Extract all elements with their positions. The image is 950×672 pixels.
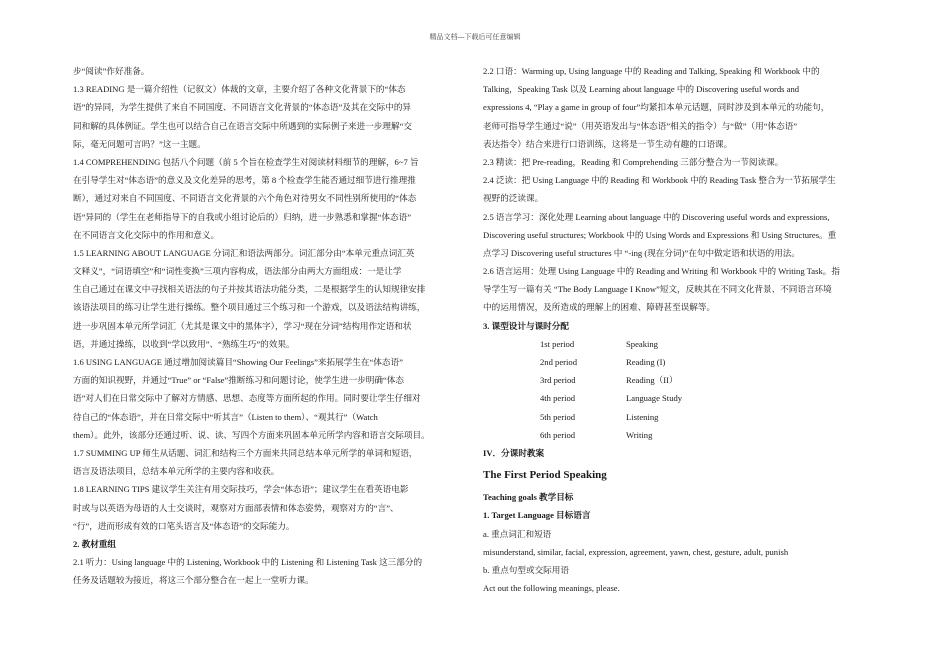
period-row: [483, 353, 875, 371]
paragraph-line: 语”的异同，为学生提供了来自不同国度、不同语言文化背景的“体态语”及其在交际中的异: [73, 102, 412, 113]
paragraph-line: 步“阅读”作好准备。: [73, 66, 150, 76]
period-label: 4th period: [540, 393, 576, 404]
teaching-goals-heading: Teaching goals 教学目标: [483, 492, 574, 503]
paragraph-line: 际，毫无问题可言吗？”这一主题。: [73, 138, 206, 149]
paragraph-line: 中的运用情况，及所造成的理解上的困难、障碍甚至误解等。: [483, 302, 716, 313]
vocab-heading: a. 重点词汇和短语: [483, 528, 552, 539]
paragraph-line: 老师可指导学生通过“说”（用英语发出与“体态语”相关的指令）与“做”（用“体态语”: [483, 120, 798, 131]
paragraph-line: 时或与以英语为母语的人士交谈时，观察对方面部表情和体态姿势，观察对方的“言”、: [73, 502, 399, 513]
right-paragraphs: [483, 62, 875, 317]
paragraph-line: 语言及语法项目，总结本单元所学的主要内容和收获。: [73, 466, 280, 477]
paragraph-line: 导学生写一篇有关 “The Body Language I Know”短文，反映其在不同文化背景、不同语言环境: [483, 284, 832, 295]
paragraph-line: them）。此外，该部分还通过听、说、读、写四个方面来巩固本单元所学内容和语言交际项目。: [73, 429, 430, 440]
period-row: [483, 408, 875, 426]
period-table: [483, 335, 875, 444]
section-2-heading: 2. 教材重组: [73, 538, 116, 549]
left-column: [73, 62, 475, 589]
paragraph-line: 在引导学生对“体态语”的意义及文化差异的思考，第 8 个检查学生能否通过细节进行推理推: [73, 175, 416, 186]
paragraph-line: 任务及话题较为接近，将这三个部分整合在一起上一堂听力课。: [73, 575, 314, 586]
right-column: [483, 62, 875, 597]
paragraph-line: 1.3 READING 是一篇介绍性（记叙文）体裁的文章，主要介绍了各种文化背景下的“体态: [73, 84, 406, 95]
paragraph-line: 表达指令）结合来进行口语训练，这将是一节生动有趣的口语课。: [483, 138, 733, 149]
section-3-heading: 3. 课型设计与课时分配: [483, 320, 569, 331]
period-content: Language Study: [626, 393, 683, 404]
paragraph-line: “行”，进而形成有效的口笔头语言及“体态语”的交际能力。: [73, 520, 295, 531]
paragraph-line: 待自己的“体态语”，并在日常交际中“听其言”（Listen to them）、“观其行”（Watch: [73, 411, 378, 422]
paragraph-line: 视野的泛读课。: [483, 193, 544, 204]
target-language-heading: 1. Target Language 目标语言: [483, 510, 591, 521]
section-4-heading: IV．分课时教案: [483, 447, 545, 458]
first-period-title: The First Period Speaking: [483, 469, 607, 482]
period-content: Listening: [626, 411, 659, 422]
paragraph-line: 2.5 语言学习：深化处理 Learning about language 中的 Discovering useful words and expressions,: [483, 211, 830, 222]
paragraph-line: 1.8 LEARNING TIPS 建议学生关注有用交际技巧，学会“体态语”；建议学生在看英语电影: [73, 484, 409, 495]
paragraph-line: 2.3 精读：把 Pre-reading，Reading 和 Comprehending 三部分整合为一节阅读课。: [483, 156, 784, 167]
vocab-list: misunderstand, similar, facial, expression, agreement, yawn, chest, gesture, adult, punish: [483, 546, 789, 557]
left-paragraphs: [73, 62, 475, 535]
paragraph-line: 2.6 语言运用：处理 Using Language 中的 Reading and Writing 和 Workbook 中的 Writing Task。指: [483, 266, 840, 277]
left-tail-paragraphs: [73, 553, 475, 589]
paragraph-line: Discovering useful structures; Workbook 中的 Using Words and Expressions 和 Using Structures。重: [483, 229, 837, 240]
period-label: 1st period: [540, 338, 575, 349]
period-content: Reading (I): [626, 357, 666, 367]
period-row: [483, 335, 875, 353]
period-label: 6th period: [540, 429, 576, 440]
period-label: 2nd period: [540, 357, 577, 367]
paragraph-line: 1.6 USING LANGUAGE 通过增加阅读篇目“Showing Our Feelings”来拓展学生在“体态语”: [73, 357, 403, 367]
period-content: Reading（II）: [626, 375, 678, 386]
paragraph-line: 2.2 口语：Warming up, Using language 中的 Reading and Talking, Speaking 和 Workbook 中的: [483, 66, 820, 76]
paragraph-line: 1.5 LEARNING ABOUT LANGUAGE 分词汇和语法两部分。词汇部分由“本单元重点词汇英: [73, 247, 415, 258]
paragraph-line: 文释义”，“词语填空”和“词性变换”三项内容构成，语法部分由两大方面组成：一是让学: [73, 266, 402, 277]
period-row: [483, 426, 875, 444]
paragraph-line: 点学习 Discovering useful structures 中 “-ing (现在分词)”在句中做定语和状语的用法。: [483, 247, 800, 258]
paragraph-line: expressions 4, “Play a game in group of four”均紧扣本单元话题，同时涉及到本单元的功能句，: [483, 102, 830, 113]
paragraph-line: 2.1 听力：Using language 中的 Listening, Workbook 中的 Listening 和 Listening Task 这三部分的: [73, 557, 423, 568]
paragraph-line: 同和解的具体例证。学生也可以结合自己在语言交际中所遇到的实际例子来进一步理解“交: [73, 120, 412, 131]
paragraph-line: 语”对人们在日常交际中了解对方情感、思想、态度等方面所起的作用。同时要让学生仔细对: [73, 393, 421, 404]
paragraph-line: 方面的知识视野，并通过“True” or “False”推断练习和问题讨论，使学生进一步明确“体态: [73, 375, 404, 386]
period-row: [483, 389, 875, 407]
paragraph-line: 在不同语言文化交际中的作用和意义。: [73, 229, 220, 240]
period-label: 3rd period: [540, 375, 576, 386]
paragraph-line: 进一步巩固本单元所学词汇（尤其是课文中的黑体字），学习“现在分词”结构用作定语和状: [73, 320, 412, 331]
period-row: [483, 371, 875, 389]
paragraph-line: 该语法项目的练习让学生进行操练。整个项目通过三个练习和一个游戏，以及语法结构讲练，: [73, 302, 426, 313]
paragraph-line: 生自己通过在课文中寻找相关语法的句子并按其语法功能分类，二是根据学生的认知规律安排: [73, 284, 426, 295]
act-out-line: Act out the following meanings, please.: [483, 583, 620, 594]
paragraph-line: 语”异同的（学生在老师指导下的自我或小组讨论后的）归纳，进一步熟悉和掌握“体态语”: [73, 211, 412, 222]
period-label: 5th period: [540, 411, 576, 422]
period-content: Speaking: [626, 338, 658, 349]
page-header: 精品文档---下载后可任意编辑: [429, 33, 521, 41]
paragraph-line: 语，并通过操练，以收到“学以致用”、“熟练生巧”的效果。: [73, 338, 295, 349]
paragraph-line: 2.4 泛读：把 Using Language 中的 Reading 和 Workbook 中的 Reading Task 整合为一节拓展学生: [483, 175, 836, 186]
period-content: Writing: [626, 429, 653, 440]
sentences-heading: b. 重点句型或交际用语: [483, 564, 569, 575]
paragraph-line: 1.7 SUMMING UP 师生从话题、词汇和结构三个方面来共同总结本单元所学的单词和短语，: [73, 447, 418, 458]
paragraph-line: 断），通过对来自不同国度、不同语言文化背景的六个角色对待男女不同性别所使用的“体态: [73, 193, 417, 204]
paragraph-line: 1.4 COMPREHENDING 包括八个问题（前 5 个旨在检查学生对阅读材料细节的理解，6~7 旨: [73, 156, 419, 167]
paragraph-line: Talking，Speaking Task 以及 Learning about language 中的 Discovering useful words and: [483, 84, 800, 95]
